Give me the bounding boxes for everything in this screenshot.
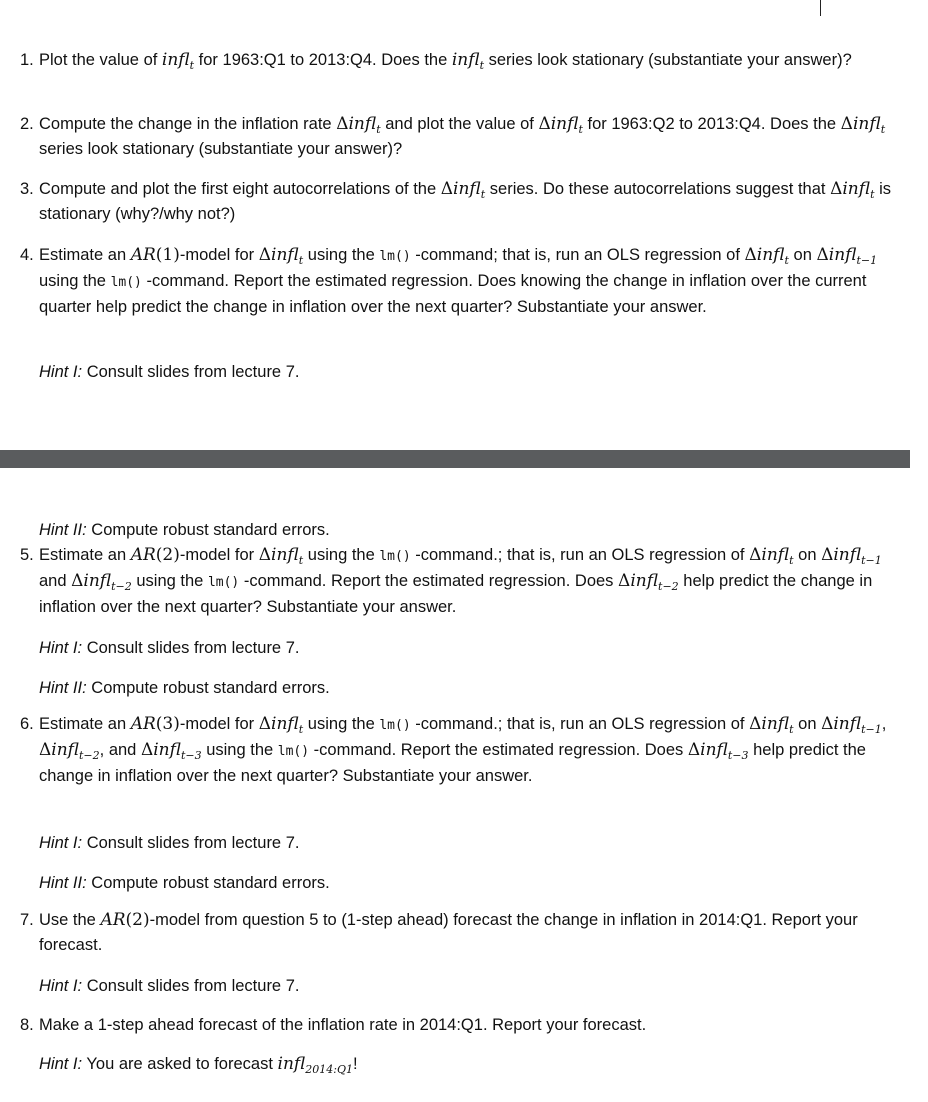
text-segment: help predict the change in inflation over the next quarter? Substantiate your answer. (39, 572, 873, 616)
question-number: 7. (20, 911, 34, 929)
question-number: 4. (20, 246, 34, 264)
text-segment: -model for (179, 546, 255, 564)
math-delta-infl-t: Δinfl$_t$ (749, 545, 794, 567)
hint-text: Compute robust standard errors. (91, 874, 330, 892)
text-segment: using the (307, 246, 375, 264)
hint-text: You are asked to forecast (86, 1055, 273, 1073)
text-segment: ! (352, 1055, 358, 1073)
hint-label: Hint II: (39, 521, 87, 539)
hint-label: Hint I: (39, 363, 83, 381)
math-delta-infl-t2: Δinfl$_{t-2}$ (71, 571, 132, 593)
code-lm: lm() (277, 744, 310, 759)
text-segment: Estimate an (39, 246, 127, 264)
math-delta-infl-t3: Δinfl$_{t-3}$ (140, 740, 202, 762)
text-segment: using the (39, 272, 106, 290)
math-delta-infl-t2: Δinfl$_{t-2}$ (39, 740, 100, 762)
math-delta-infl-t: Δinfl$_t$ (440, 179, 486, 201)
page-bottom (0, 470, 928, 1102)
question-5 (20, 543, 900, 620)
math-ar2: AR(2) (130, 545, 180, 565)
code-lm: lm() (207, 575, 240, 590)
question-7-hint-1 (39, 974, 299, 998)
text-segment: series look stationary (substantiate your answer)? (39, 140, 403, 158)
question-6-hint-1 (39, 831, 299, 855)
text-segment: -command; that is, run an OLS regression of (415, 246, 740, 264)
question-3 (20, 177, 900, 227)
text-segment: on (798, 715, 817, 733)
text-segment: on (798, 546, 817, 564)
question-6-hint-2 (39, 871, 330, 895)
question-4-hint-1 (39, 360, 299, 384)
hint-label: Hint I: (39, 834, 83, 852)
question-number: 1. (20, 51, 34, 69)
question-number: 6. (20, 715, 34, 733)
text-segment: -command.; that is, run an OLS regression of (415, 715, 745, 733)
question-5-hint-2 (39, 676, 330, 700)
hint-label: Hint II: (39, 874, 87, 892)
math-delta-infl-t: Δinfl$_t$ (840, 114, 886, 136)
math-infl-2014q1: infl$_{2014:Q1}$ (277, 1054, 353, 1076)
question-text (39, 48, 900, 73)
code-lm: lm() (379, 249, 411, 264)
question-text (39, 1013, 900, 1038)
text-segment: Use the (39, 911, 96, 929)
math-infl-t: infl$_t$ (161, 50, 195, 72)
question-text (39, 112, 900, 162)
question-4 (20, 243, 900, 320)
text-segment: using the (206, 741, 274, 759)
text-segment: help predict the change in inflation over the next quarter? Substantiate your answer. (39, 741, 866, 785)
math-delta-infl-t2: Δinfl$_{t-2}$ (618, 571, 679, 593)
math-delta-infl-t: Δinfl$_t$ (258, 245, 304, 267)
text-segment: -command. Report the estimated regression. Does knowing the change in inflation over the current quarter help predict the change in inflation over the next quarter? Substantiate your answer. (39, 272, 867, 316)
math-ar1: AR(1) (130, 245, 180, 265)
question-5-hint-1 (39, 636, 299, 660)
text-segment: and (39, 572, 67, 590)
text-segment: using the (136, 572, 204, 590)
text-segment: , (881, 715, 887, 733)
math-ar2: AR(2) (100, 910, 150, 930)
question-4-hint-2 (39, 518, 330, 542)
question-2 (20, 112, 900, 162)
code-lm: lm() (379, 718, 411, 733)
hint-text: Compute robust standard errors. (91, 679, 330, 697)
hint-text: Consult slides from lecture 7. (86, 363, 300, 381)
text-segment: Estimate an (39, 546, 127, 564)
question-text (39, 543, 900, 620)
text-segment: -model for (179, 715, 255, 733)
text-segment: Compute the change in the inflation rate (39, 115, 332, 133)
text-segment: Compute and plot the first eight autocorrelations of the (39, 180, 437, 198)
text-segment: Estimate an (39, 715, 127, 733)
text-segment: -command. Report the estimated regression. Does (313, 741, 684, 759)
hint-text: Consult slides from lecture 7. (86, 834, 300, 852)
hint-text: Consult slides from lecture 7. (86, 639, 300, 657)
question-number: 5. (20, 546, 34, 564)
page-break-bar (0, 450, 910, 468)
question-number: 2. (20, 115, 34, 133)
math-delta-infl-t1: Δinfl$_{t-1}$ (816, 245, 878, 267)
hint-text: Consult slides from lecture 7. (86, 977, 300, 995)
question-8 (20, 1013, 900, 1038)
text-segment: -command. Report the estimated regression. Does (243, 572, 614, 590)
hint-label: Hint I: (39, 1055, 83, 1073)
question-8-hint-1 (39, 1052, 358, 1076)
math-delta-infl-t: Δinfl$_t$ (336, 114, 381, 136)
math-infl-t: infl$_t$ (451, 50, 485, 72)
question-7 (20, 908, 900, 958)
hint-label: Hint I: (39, 977, 83, 995)
code-lm: lm() (110, 275, 142, 290)
text-segment: Plot the value of (39, 51, 158, 69)
hint-label: Hint II: (39, 679, 87, 697)
text-segment: series. Do these autocorrelations suggest that (489, 180, 826, 198)
text-segment: Make a 1-step ahead forecast of the inflation rate in 2014:Q1. Report your forecast. (39, 1016, 647, 1034)
math-ar3: AR(3) (130, 714, 180, 734)
math-delta-infl-t: Δinfl$_t$ (258, 714, 304, 736)
question-text (39, 177, 900, 227)
math-delta-infl-t: Δinfl$_t$ (258, 545, 304, 567)
math-delta-infl-t1: Δinfl$_{t-1}$ (821, 714, 882, 736)
text-segment: is stationary (why?/why not?) (39, 180, 892, 223)
text-segment: on (793, 246, 812, 264)
text-segment: using the (307, 715, 375, 733)
page-top (0, 0, 928, 450)
math-delta-infl-t1: Δinfl$_{t-1}$ (821, 545, 882, 567)
question-text (39, 712, 900, 789)
hint-text: Compute robust standard errors. (91, 521, 330, 539)
text-segment: and plot the value of (385, 115, 534, 133)
math-delta-infl-t: Δinfl$_t$ (744, 245, 789, 267)
code-lm: lm() (379, 549, 411, 564)
text-segment: for 1963:Q1 to 2013:Q4. Does the (198, 51, 448, 69)
question-text (39, 243, 900, 320)
text-segment: using the (307, 546, 375, 564)
text-segment: series look stationary (substantiate your answer)? (488, 51, 852, 69)
math-delta-infl-t: Δinfl$_t$ (830, 179, 875, 201)
text-segment: -model from question 5 to (1-step ahead) forecast the change in inflation in 2014:Q1. Report your forecast. (39, 911, 858, 954)
math-delta-infl-t: Δinfl$_t$ (749, 714, 794, 736)
question-1 (20, 48, 900, 73)
question-number: 3. (20, 180, 34, 198)
question-text (39, 908, 900, 958)
question-6 (20, 712, 900, 789)
hint-label: Hint I: (39, 639, 83, 657)
math-delta-infl-t3: Δinfl$_{t-3}$ (687, 740, 749, 762)
text-segment: for 1963:Q2 to 2013:Q4. Does the (587, 115, 837, 133)
math-delta-infl-t: Δinfl$_t$ (538, 114, 583, 136)
text-segment: -model for (179, 246, 255, 264)
question-number: 8. (20, 1016, 34, 1034)
text-segment: -command.; that is, run an OLS regression of (415, 546, 745, 564)
text-segment: , and (99, 741, 137, 759)
